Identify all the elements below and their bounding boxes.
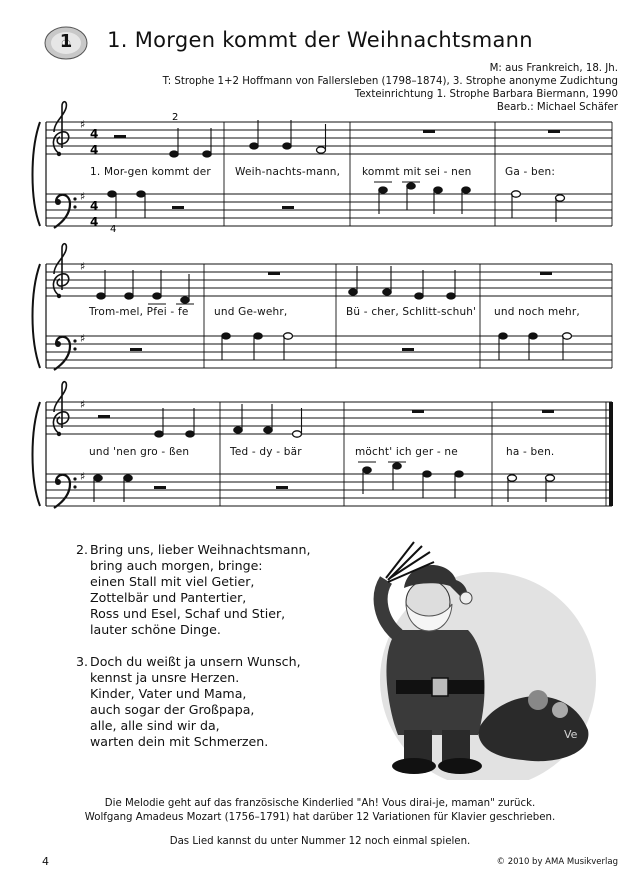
lyric: Trom-mel, Pfei - fe (89, 306, 189, 318)
note-reference: Das Lied kannst du unter Nummer 12 noch einmal spielen. (169, 836, 471, 847)
lyric: und noch mehr, (494, 306, 580, 318)
lyric: ha - ben. (506, 446, 555, 458)
lyric: und Ge-wehr, (214, 306, 288, 318)
verse-line: Ross und Esel, Schaf und Stier, (90, 606, 286, 621)
time-signature-bottom: 4 (90, 143, 99, 157)
credit-text: T: Strophe 1+2 Hoffmann von Fallersleben (1798–1874), 3. Strophe anonyme Zudichtung (162, 76, 618, 87)
svg-text:♯: ♯ (80, 190, 86, 203)
verses (76, 542, 326, 766)
lyric: möcht' ich ger - ne (355, 446, 458, 458)
bass-clef-icon (54, 195, 77, 228)
verse-number: 2. (76, 542, 89, 557)
verse-3 (76, 654, 326, 750)
bass-clef-icon (54, 337, 77, 370)
lyrics-system-3 (0, 446, 640, 462)
svg-text:Ve: Ve (564, 728, 578, 741)
treble-clef-icon (53, 382, 68, 436)
lyrics-system-1 (0, 166, 640, 182)
svg-text:♯: ♯ (80, 332, 86, 345)
verse-line: Kinder, Vater und Mama, (90, 686, 247, 701)
verse-line: alle, alle sind wir da, (90, 718, 220, 733)
verse-number: 3. (76, 654, 89, 669)
note-mozart: Wolfgang Amadeus Mozart (1756–1791) hat darüber 12 Variationen für Klavier geschrieben. (84, 812, 556, 823)
credit-text-arrangement: Texteinrichtung 1. Strophe Barbara Biermann, 1990 (354, 89, 618, 100)
treble-clef-icon (53, 102, 68, 156)
lyric: Ted - dy - bär (230, 446, 302, 458)
verse-line: Bring uns, lieber Weihnachtsmann, (90, 542, 311, 557)
fingering-number: 4 (110, 224, 117, 235)
verse-2 (76, 542, 326, 638)
bass-clef-icon (54, 475, 77, 508)
svg-text:♯: ♯ (80, 470, 86, 483)
credit-arranger: Bearb.: Michael Schäfer (496, 102, 618, 113)
time-signature-top: 4 (90, 199, 99, 213)
lyric: 1. Mor-gen kommt der (90, 166, 211, 178)
verse-line: einen Stall mit viel Getier, (90, 574, 255, 589)
system-3 (33, 382, 614, 508)
note-origin: Die Melodie geht auf das französische Kinderlied "Ah! Vous dirai-je, maman" zurück. (104, 798, 536, 809)
page-title: 1. Morgen kommt der Weihnachtsmann (107, 28, 533, 52)
verse-line: lauter schöne Dinge. (90, 622, 221, 637)
lyric: kommt mit sei - nen (362, 166, 472, 178)
time-signature-top: 4 (90, 127, 99, 141)
lyric: Bü - cher, Schlitt-schuh' (346, 306, 477, 318)
page-number: 4 (42, 855, 49, 868)
copyright: © 2010 by AMA Musikverlag (496, 857, 618, 867)
track-number: 1 (59, 31, 73, 52)
treble-clef-icon (53, 244, 68, 298)
fingering-number: 2 (172, 112, 179, 123)
lyric: Ga - ben: (505, 166, 556, 178)
lyric: Weih-nachts-mann, (235, 166, 341, 178)
lyrics-system-2 (0, 306, 640, 322)
verse-line: auch sogar der Großpapa, (90, 702, 255, 717)
svg-text:♯: ♯ (80, 398, 86, 411)
credit-music: M: aus Frankreich, 18. Jh. (489, 63, 618, 74)
santa-illustration (338, 540, 618, 780)
svg-text:♯: ♯ (80, 118, 86, 131)
verse-line: warten dein mit Schmerzen. (90, 734, 269, 749)
verse-line: Doch du weißt ja unsern Wunsch, (90, 654, 301, 669)
lyric: und 'nen gro - ßen (89, 446, 190, 458)
verse-line: bring auch morgen, bringe: (90, 558, 263, 573)
verse-line: kennst ja unsre Herzen. (90, 670, 240, 685)
time-signature-bottom: 4 (90, 215, 99, 229)
svg-text:♯: ♯ (80, 260, 86, 273)
verse-line: Zottelbär und Pantertier, (90, 590, 247, 605)
